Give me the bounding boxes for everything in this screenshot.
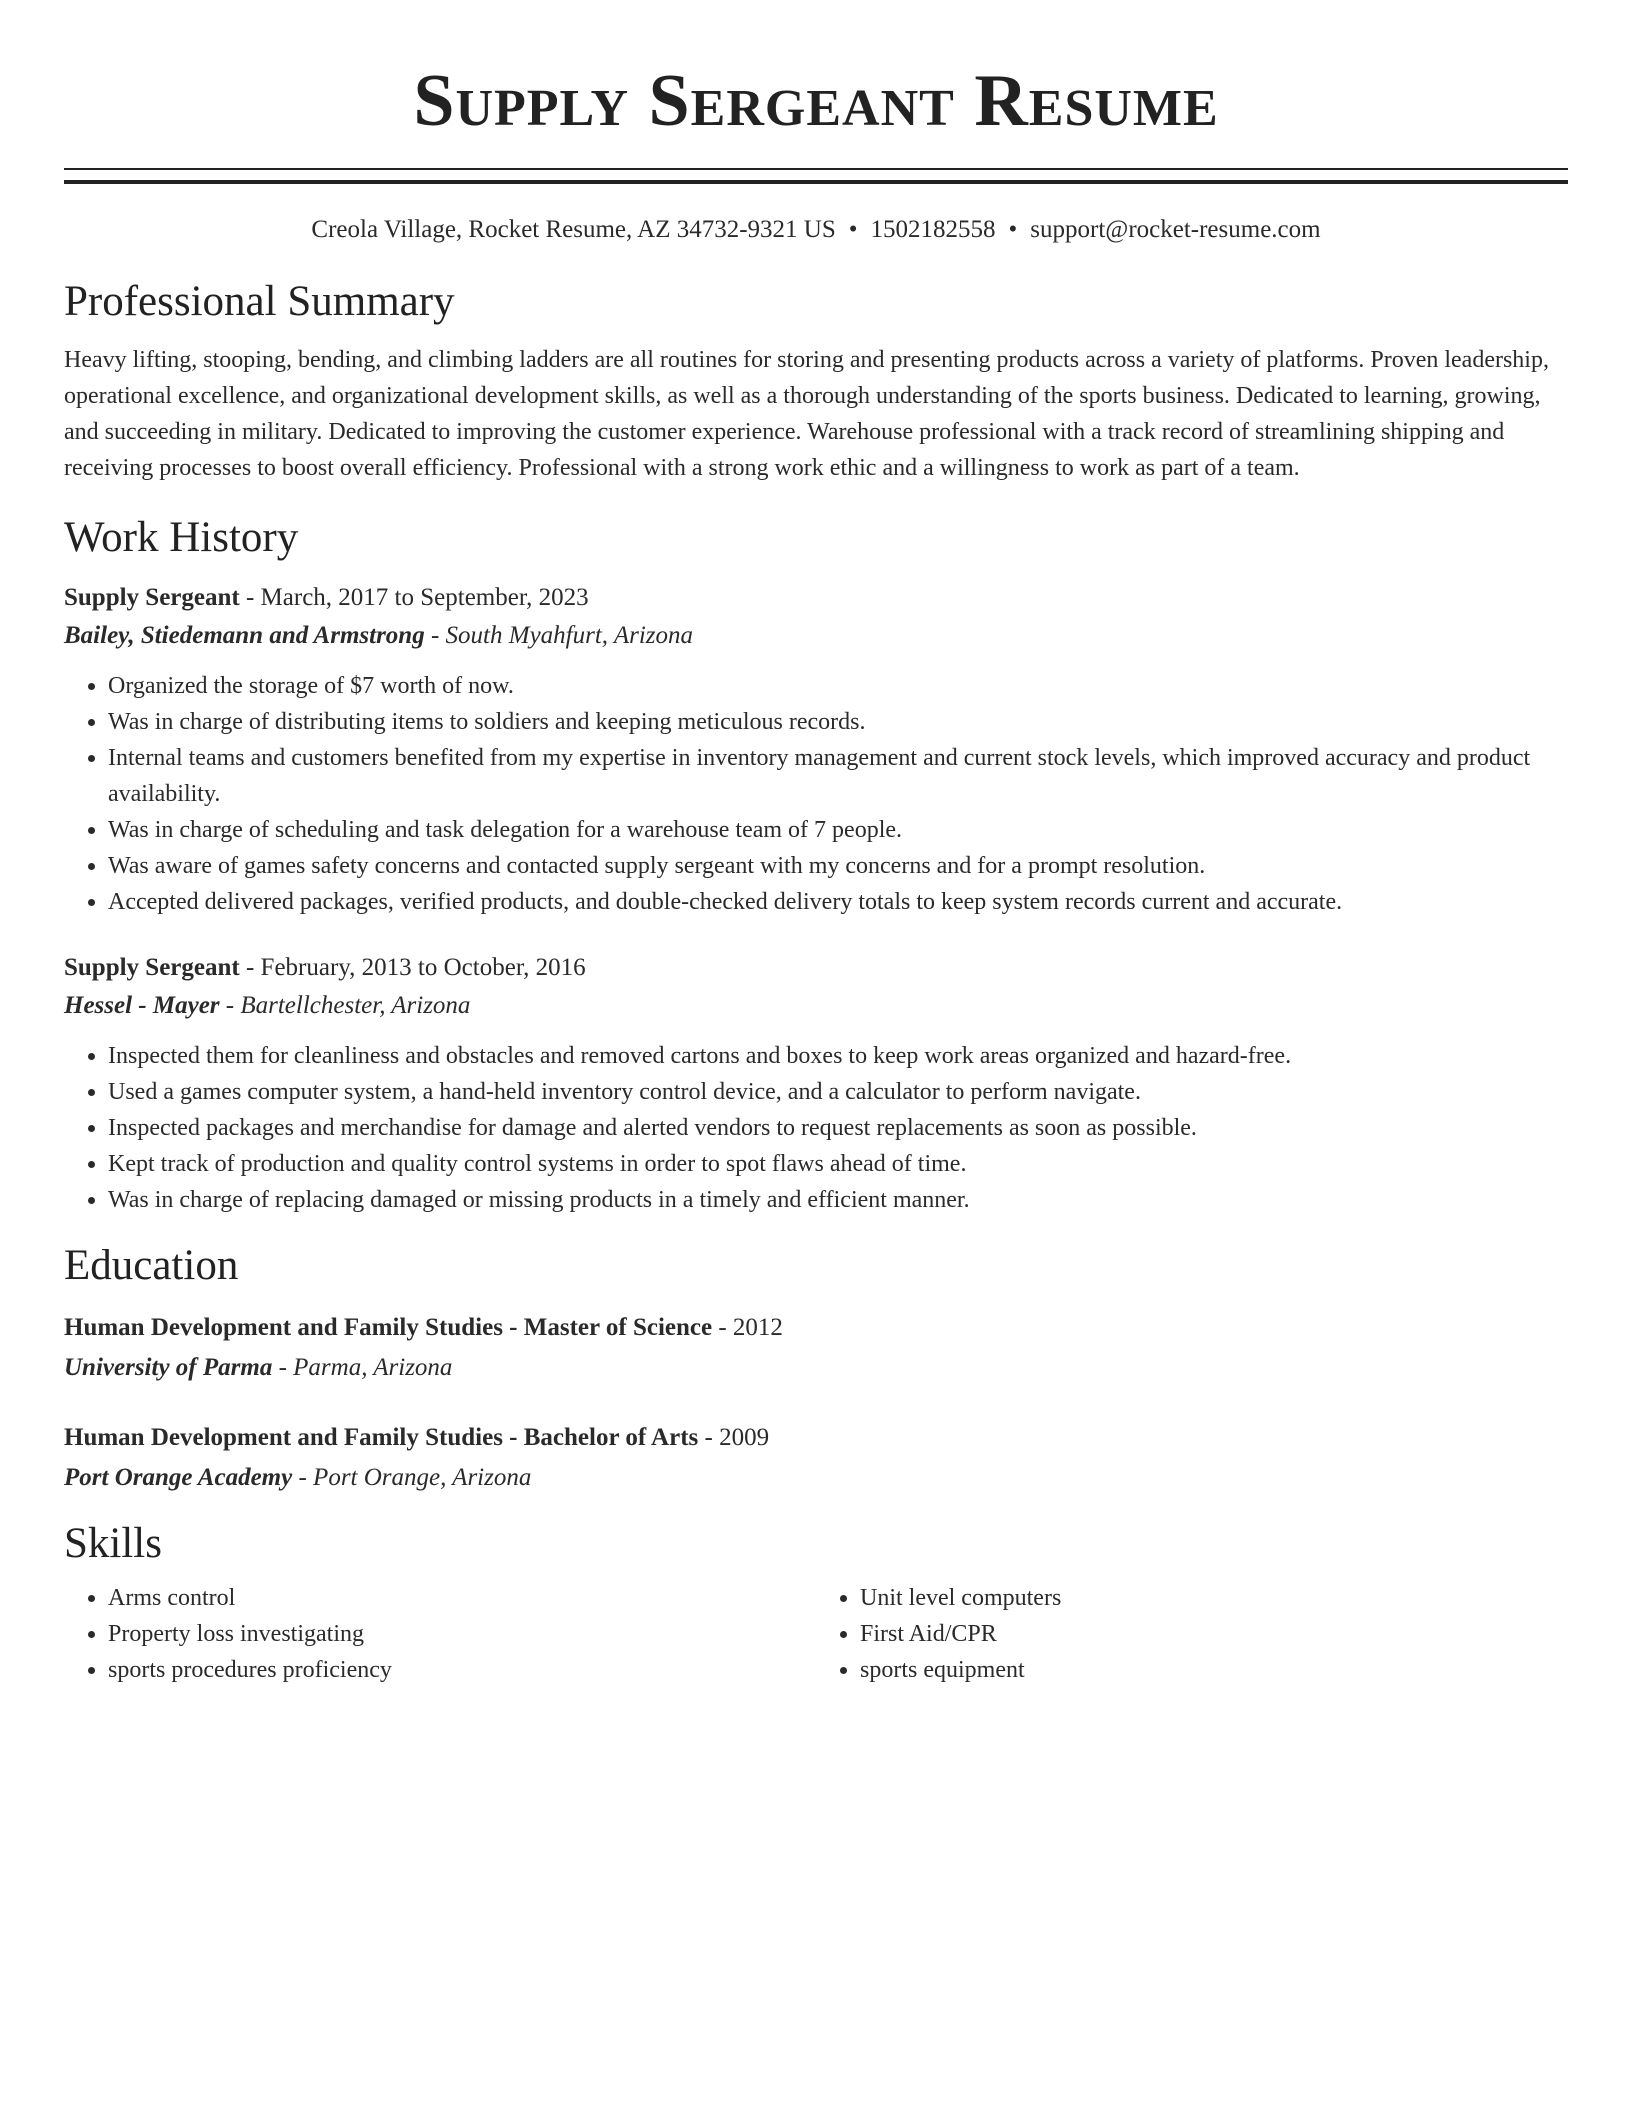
skill-item: • First Aid/CPR	[860, 1616, 1568, 1652]
education-section	[64, 1240, 1568, 1498]
title-divider	[64, 168, 1568, 184]
company-name: Bailey, Stiedemann and Armstrong	[64, 622, 425, 649]
skill-item: • Property loss investigating	[108, 1616, 816, 1652]
skills-section	[64, 1518, 1568, 1688]
contact-line	[64, 214, 1568, 246]
work-history-section	[64, 512, 1568, 1218]
company-location: - South Myahfurt, Arizona	[424, 622, 694, 649]
skills-list	[64, 1580, 816, 1688]
skills-column-right	[816, 1580, 1568, 1688]
skills-grid	[64, 1580, 1568, 1688]
contact-separator: •	[1008, 216, 1018, 243]
job-duty: • Inspected them for cleanliness and obstacles and removed cartons and boxes to keep work areas organized and hazard-free.	[108, 1038, 1568, 1074]
job-duty: • Was in charge of scheduling and task delegation for a warehouse team of 7 people.	[108, 812, 1568, 848]
job-title-line	[64, 950, 1568, 986]
job-duties-list	[64, 668, 1568, 920]
company-name: Hessel - Mayer	[64, 992, 220, 1019]
degree-name: Human Development and Family Studies - Master of Science	[64, 1314, 713, 1341]
contact-address: Creola Village, Rocket Resume, AZ 34732-9321 US	[311, 216, 836, 243]
job-dates: - February, 2013 to October, 2016	[239, 954, 586, 981]
summary-text: Heavy lifting, stooping, bending, and climbing ladders are all routines for storing and presenting products across a variety of platforms. Proven leadership, operational excellence, and organizational development skills, as well as a thorough understanding of the sports business. Dedicated to learning, growing, and succeeding in military. Dedicated to improving the customer experience. Warehouse professional with a track record of streamlining shipping and receiving processes to boost overall efficiency. Professional with a strong work ethic and a willingness to work as part of a team.	[64, 347, 1549, 481]
skills-heading: Skills	[64, 1520, 162, 1567]
school-name: Port Orange Academy	[64, 1464, 293, 1491]
summary-section	[64, 276, 1568, 486]
skill-item: • sports procedures proficiency	[108, 1652, 816, 1688]
job-duty: • Kept track of production and quality control systems in order to spot flaws ahead of time.	[108, 1146, 1568, 1182]
job-duty: • Was aware of games safety concerns and contacted supply sergeant with my concerns and for a prompt resolution.	[108, 848, 1568, 884]
skill-item: • Arms control	[108, 1580, 816, 1616]
education-entry	[64, 1418, 1568, 1498]
school-location: - Port Orange, Arizona	[292, 1464, 532, 1491]
job-entry	[64, 950, 1568, 1218]
skills-list	[816, 1580, 1568, 1688]
degree-name: Human Development and Family Studies - Bachelor of Arts	[64, 1424, 699, 1451]
contact-separator: •	[848, 216, 858, 243]
job-dates: - March, 2017 to September, 2023	[239, 584, 589, 611]
school-name: University of Parma	[64, 1354, 273, 1381]
company-location: - Bartellchester, Arizona	[219, 992, 471, 1019]
contact-phone: 1502182558	[870, 216, 996, 243]
job-duty: • Was in charge of distributing items to soldiers and keeping meticulous records.	[108, 704, 1568, 740]
resume-title: Supply Sergeant Resume	[413, 60, 1219, 142]
work-history-heading: Work History	[64, 514, 299, 561]
skills-column-left	[64, 1580, 816, 1688]
job-title: Supply Sergeant	[64, 954, 240, 981]
degree-line	[64, 1308, 1568, 1348]
education-entry	[64, 1308, 1568, 1388]
job-title-line	[64, 580, 1568, 616]
job-duty: • Inspected packages and merchandise for damage and alerted vendors to request replacements as soon as possible.	[108, 1110, 1568, 1146]
company-line	[64, 616, 1568, 656]
job-duties-list	[64, 1038, 1568, 1218]
summary-heading: Professional Summary	[64, 278, 455, 325]
job-duty: • Was in charge of replacing damaged or missing products in a timely and efficient manner.	[108, 1182, 1568, 1218]
job-duty: • Internal teams and customers benefited from my expertise in inventory management and current stock levels, which improved accuracy and product availability.	[108, 740, 1568, 812]
job-duty: • Used a games computer system, a hand-held inventory control device, and a calculator to perform navigate.	[108, 1074, 1568, 1110]
job-duty: • Organized the storage of $7 worth of now.	[108, 668, 1568, 704]
skill-item: • Unit level computers	[860, 1580, 1568, 1616]
degree-year: - 2009	[698, 1424, 770, 1451]
skill-item: • sports equipment	[860, 1652, 1568, 1688]
school-line	[64, 1458, 1568, 1498]
job-entry	[64, 580, 1568, 920]
degree-line	[64, 1418, 1568, 1458]
company-line	[64, 986, 1568, 1026]
school-location: - Parma, Arizona	[272, 1354, 453, 1381]
job-title: Supply Sergeant	[64, 584, 240, 611]
degree-year: - 2012	[712, 1314, 783, 1341]
school-line	[64, 1348, 1568, 1388]
education-heading: Education	[64, 1242, 239, 1289]
job-duty: • Accepted delivered packages, verified products, and double-checked delivery totals to keep system records current and accurate.	[108, 884, 1568, 920]
contact-email: support@rocket-resume.com	[1030, 216, 1321, 243]
